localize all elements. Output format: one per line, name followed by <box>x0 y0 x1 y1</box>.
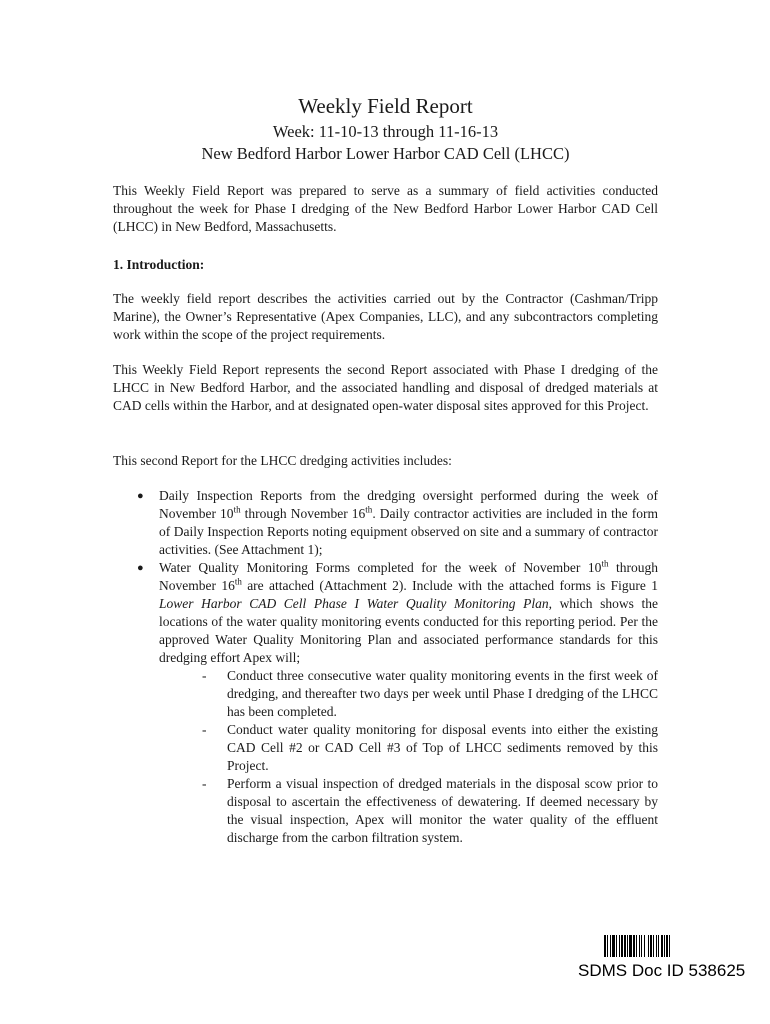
barcode-bar <box>670 935 673 957</box>
sub-item: - Conduct water quality monitoring for disposal events into either the existing CAD Cell #2 or CAD Cell #3 of Top of LHCC sediments removed by this Project. <box>202 722 658 773</box>
sub-item: - Perform a visual inspection of dredged materials in the disposal scow prior to disposal to ascertain the effectiveness of dewatering. If deemed necessary by the visual inspection, Apex will monitor the water quality of the effluent discharge from the carbon filtration system. <box>202 776 658 845</box>
report-week: Week: 11-10-13 through 11-16-13 <box>272 122 499 141</box>
report-project: New Bedford Harbor Lower Harbor CAD Cell (LHCC) <box>201 144 570 163</box>
paragraph-2: This Weekly Field Report represents the second Report associated with Phase I dredging of the LHCC in New Bedford Harbor, and the associated handling and disposal of dredged materials at CAD cells within the Harbor, and at designated open-water disposal sites approved for this Project. <box>113 362 658 413</box>
bullet-item-daily-inspection: ● Daily Inspection Reports from the dredging oversight performed during the week of November 10th through November 16th. Daily contractor activities are included in the form of Daily Inspection Reports noting equipment observed on site and a summary of contractor activities. (See Attachment 1); <box>137 488 658 557</box>
sub-list <box>159 667 658 847</box>
intro-paragraph: This Weekly Field Report was prepared to serve as a summary of field activities conducted throughout the week for Phase I dredging of the New Bedford Harbor Lower Harbor CAD Cell (LHCC) in New Bedford, Massachusetts. <box>113 183 658 234</box>
paragraph-1: The weekly field report describes the activities carried out by the Contractor (Cashman/Tripp Marine), the Owner’s Representative (Apex Companies, LLC), and any subcontractors completing work within the scope of the project requirements. <box>113 291 658 342</box>
bullet-list <box>113 487 658 847</box>
bullet-icon: ● <box>137 562 144 574</box>
sub-item: - Conduct three consecutive water quality monitoring events in the first week of dredging, and thereafter two days per week until Phase I dredging of the LHCC has been completed. <box>202 668 658 719</box>
sdms-doc-id: SDMS Doc ID 538625 <box>578 961 746 980</box>
bullet-icon: ● <box>137 490 144 502</box>
paragraph-3: This second Report for the LHCC dredging activities includes: <box>113 453 452 468</box>
report-title: Weekly Field Report <box>298 94 473 118</box>
figure-title: Lower Harbor CAD Cell Phase I Water Quality Monitoring Plan <box>159 596 549 611</box>
barcode-icon <box>604 935 720 957</box>
bullet-item-water-quality: ● Water Quality Monitoring Forms completed for the week of November 10th through November 16th are attached (Attachment 2). Include with the attached forms is Figure 1 Lower Harbor CAD Cell Phase I Water Quality Monitoring Plan, which shows the locations of the water quality monitoring events conducted for this reporting period. Per the approved Water Quality Monitoring Plan and associated performance standards for this dredging effort Apex will; - Conduct three consecutive water quality monitoring events in the first week of dredging, and thereafter two days per week until Phase I dredging of the LHCC has been completed. - Conduct water quality monitoring for disposal events into either the existing CAD Cell #2 or CAD Cell #3 of Top of LHCC sediments removed by this Project. - Perform a visual inspection of dredged materials in the disposal scow prior to disposal to ascertain the effectiveness of dewatering. If deemed necessary by the visual inspection, Apex will monitor the water quality of the effluent discharge from the carbon filtration system. <box>137 558 658 845</box>
section-heading-introduction: 1. Introduction: <box>113 257 205 272</box>
